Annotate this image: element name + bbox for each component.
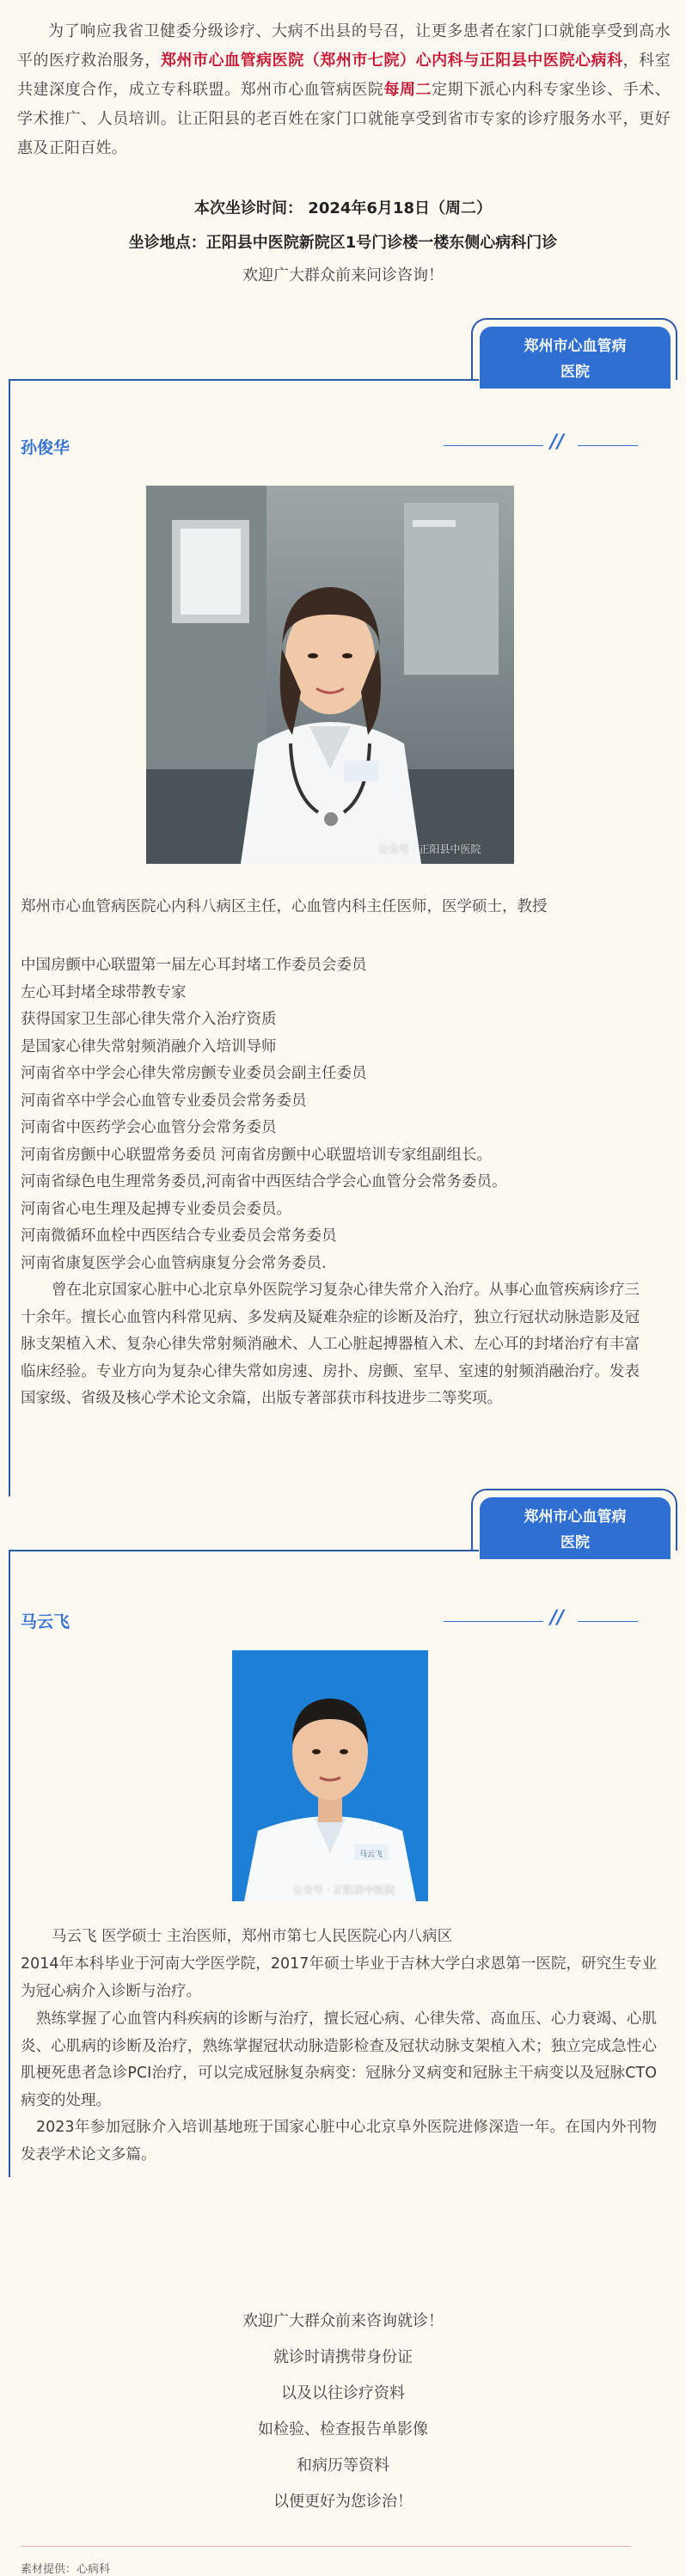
doctor2-name: 马云飞 (21, 1612, 70, 1631)
doctor1-role: 河南省康复医学会心血管病康复分会常务委员. (21, 1254, 327, 1272)
doctor1-role: 中国房颤中心联盟第一届左心耳封堵工作委员会委员 (21, 957, 367, 974)
doctor1-role: 河南省房颤中心联盟常务委员 河南省房颤中心联盟培训专家组副组长。 (21, 1146, 493, 1164)
doctor2-deco-line-left (444, 1621, 543, 1622)
footer-divider (21, 2546, 631, 2547)
doctor1-role: 河南省绿色电生理常务委员,河南省中西医结合学会心血管分会常务委员。 (21, 1173, 507, 1190)
doctor2-title-line: 马云飞 医学硕士 主治医师，郑州市第七人民医院心内八病区 (52, 1928, 453, 1945)
footer-line: 以便更好为您诊治！ (273, 2493, 413, 2511)
section1-top-line (9, 379, 479, 381)
doctor1-deco-line-right (578, 445, 638, 446)
clinic-place: 坐诊地点：正阳县中医院新院区1号门诊楼一楼东侧心病科门诊 (128, 234, 558, 252)
material-source: 素材提供：心病科 (21, 2563, 111, 2576)
intro-paragraph (17, 17, 671, 163)
doctor1-portrait-illustration (146, 486, 514, 864)
doctor1-role: 河南微循环血栓中西医结合专业委员会常务委员 (21, 1227, 337, 1245)
section1-hospital-tag (480, 327, 671, 389)
doctor1-role: 获得国家卫生部心律失常介入治疗资质 (21, 1011, 277, 1028)
intro-text-3: 定期下派心内科专家坐诊、手术、学术推广、人员培训。让正阳县的老百姓在家门口就能享受到省市专家的诊疗服务水平，更好惠及正阳百姓。 (17, 81, 671, 157)
doctor2-deco-line-right (578, 1621, 638, 1622)
doctor2-expertise: 熟练掌握了心血管内科疾病的诊断与治疗，擅长冠心病、心律失常、高血压、心力衰竭、心肌炎、心肌病的诊断及治疗，熟练掌握冠状动脉造影检查及冠状动脉支架植入术；独立完成急性心肌梗死患者急诊PCI治疗，可以完成冠脉复杂病变：冠脉分叉病变和冠脉主干病变以及冠脉CTO病变的处理。 (21, 2010, 657, 2109)
doctor1-role: 河南省心电生理及起搏专业委员会委员。 (21, 1200, 291, 1218)
doctor2-training: 2023年参加冠脉介入培训基地班于国家心脏中心北京阜外医院进修深造一年。在国内外刊物发表学术论文多篇。 (21, 2119, 657, 2163)
section2-hospital-tag (480, 1497, 671, 1559)
intro-highlight-tuesday: 每周二 (383, 81, 432, 99)
doctor1-experience: 曾在北京国家心脏中心北京阜外医院学习复杂心律失常介入治疗。从事心血管疾病诊疗三十余年。擅长心血管内科常见病、多发病及疑难杂症的诊断及治疗，独立行冠状动脉造影及冠脉支架植入术、复杂心律失常射频消融术、人工心脏起搏器植入术、左心耳的封堵治疗有丰富临床经验。专业方向为复杂心律失常如房速、房扑、房颤、室早、室速的射频消融治疗。发表国家级、省级及核心学术论文余篇，出版专著部获市科技进步二等奖项。 (21, 1282, 640, 1407)
doctor2-deco-slash: // (550, 1607, 565, 1629)
intro-text-1: 为了响应我省卫健委分级诊疗、大病不出县的号召，让更多患者在家门口就能享受到高水平的医疗救治服务， (17, 22, 671, 70)
doctor1-roles-list (21, 952, 657, 1277)
section2-top-line (9, 1550, 479, 1551)
doctor1-photo-watermark: 公众号 · 正阳县中医院 (378, 843, 481, 855)
doctor1-photo (146, 486, 514, 864)
doctor1-role: 河南省卒中学会心血管专业委员会常务委员 (21, 1092, 307, 1110)
doctor1-name: 孙俊华 (21, 438, 70, 457)
section1-tag-line2: 医院 (560, 364, 590, 381)
section2-tag-line2: 医院 (560, 1534, 590, 1551)
doctor2-portrait-illustration (232, 1650, 428, 1901)
section1-left-line (9, 379, 10, 1496)
doctor2-photo-watermark: 公众号 · 正阳县中医院 (292, 1884, 395, 1896)
doctor2-photo (232, 1650, 428, 1901)
footer-line: 欢迎广大群众前来咨询就诊！ (242, 2312, 444, 2330)
section2-tag-line1: 郑州市心血管病 (524, 1508, 627, 1526)
doctor1-role: 河南省中医药学会心血管分会常务委员 (21, 1119, 277, 1136)
doctor1-deco-line-left (444, 445, 543, 446)
intro-text-2: ，科室共建深度合作，成立专科联盟。郑州市心血管病医院 (17, 52, 671, 99)
clinic-time: 本次坐诊时间： 2024年6月18日（周二） (194, 199, 492, 217)
intro-highlight-hospitals: 郑州市心血管病医院（郑州市七院）心内科与正阳县中医院心病科 (160, 52, 623, 70)
section1-tag-line1: 郑州市心血管病 (524, 338, 627, 355)
welcome-text: 欢迎广大群众前来问诊咨询！ (242, 266, 444, 285)
footer-line: 就诊时请携带身份证 (273, 2348, 413, 2366)
doctor1-deco-slash: // (550, 431, 565, 453)
doctor1-role: 是国家心律失常射频消融介入培训导师 (21, 1037, 277, 1055)
doctor1-role: 河南省卒中学会心律失常房颤专业委员会副主任委员 (21, 1065, 367, 1082)
doctor1-title-line: 郑州市心血管病医院心内科八病区主任，心血管内科主任医师，医学硕士，教授 (21, 898, 548, 915)
footer-line: 如检验、检查报告单影像 (258, 2420, 428, 2438)
footer-line: 和病历等资料 (297, 2457, 389, 2475)
section2-left-line (9, 1550, 10, 2177)
footer-line: 以及以往诊疗资料 (281, 2384, 405, 2402)
doctor2-name-badge: 马云飞 (359, 1851, 383, 1859)
doctor1-role: 左心耳封堵全球带教专家 (21, 983, 187, 1001)
doctor2-education: 2014年本科毕业于河南大学医学院，2017年硕士毕业于吉林大学白求恩第一医院，研究生专业为冠心病介入诊断与治疗。 (21, 1955, 657, 2000)
